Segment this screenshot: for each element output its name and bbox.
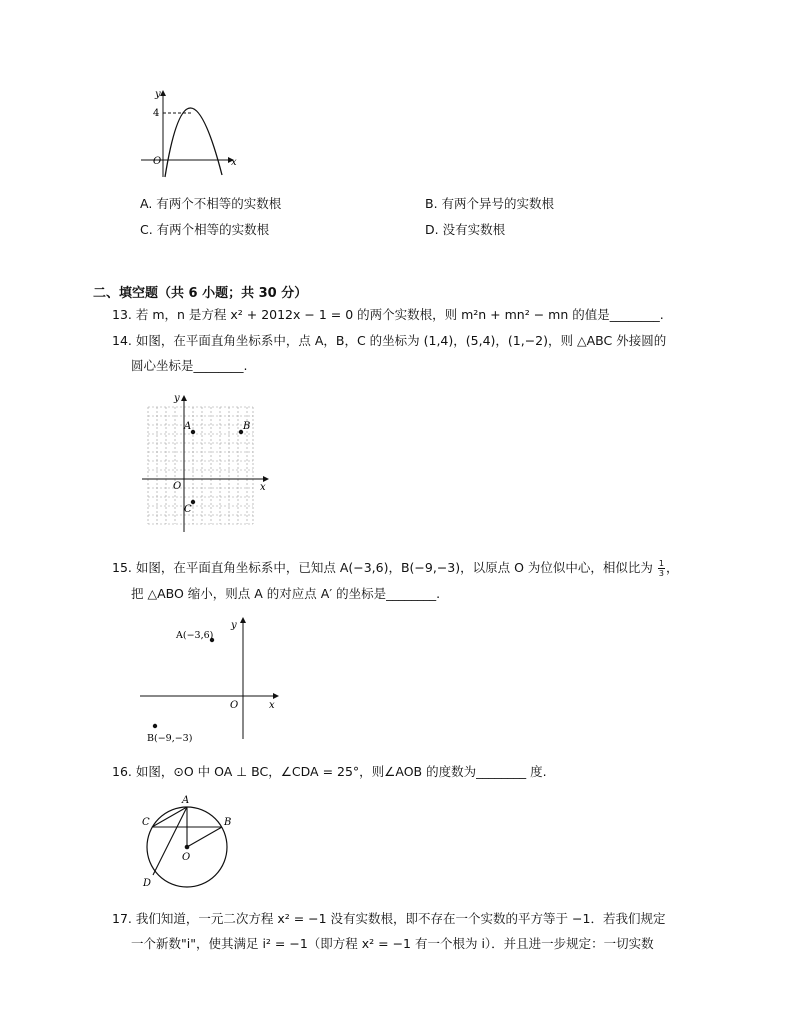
- x-axis-label: x: [231, 157, 237, 168]
- point-a-label: A: [182, 795, 190, 806]
- parabola-graph: [135, 85, 245, 180]
- segment-ob: [187, 827, 222, 847]
- max-value-label: 4: [153, 108, 160, 119]
- option-a: A. 有两个不相等的实数根: [140, 196, 282, 211]
- ratio-numerator: 1: [658, 559, 665, 568]
- question-16: 16. 如图，⊙O 中 OA ⊥ BC，∠CDA = 25°，则∠AOB 的度数为________ 度.: [112, 764, 547, 779]
- parabola-curve: [165, 108, 222, 177]
- y-axis-label: y: [174, 393, 180, 404]
- question-14-line2: 圆心坐标是________.: [131, 358, 248, 373]
- y-axis-label: y: [231, 620, 237, 631]
- option-d: D. 没有实数根: [425, 222, 506, 237]
- question-15-line2: 把 △ABO 缩小，则点 A 的对应点 A′ 的坐标是________.: [131, 586, 441, 601]
- coordinate-figure: [140, 614, 285, 749]
- point-a-label: A(−3,6): [176, 630, 214, 641]
- y-axis-label: y: [155, 89, 161, 100]
- point-b-label: B: [224, 817, 232, 828]
- point-b-label: B: [243, 421, 251, 432]
- option-c: C. 有两个相等的实数根: [140, 222, 270, 237]
- origin-label: O: [230, 700, 239, 711]
- point-b: [153, 724, 157, 728]
- question-17-line2: 一个新数"i"，使其满足 i² = −1（即方程 x² = −1 有一个根为 i）．并且进一步规定：一切实数: [131, 936, 654, 951]
- question-13: 13. 若 m，n 是方程 x² + 2012x − 1 = 0 的两个实数根，则 m²n + mn² − mn 的值是________.: [112, 307, 664, 322]
- question-14-line1: 14. 如图，在平面直角坐标系中，点 A，B，C 的坐标为 (1,4)，(5,4)，(1,−2)，则 △ABC 外接圆的: [112, 333, 667, 348]
- question-15-text: 15. 如图，在平面直角坐标系中，已知点 A(−3,6)，B(−9,−3)，以原点 O 为位似中心，相似比为: [112, 560, 653, 575]
- point-a-label: A: [184, 421, 192, 432]
- option-b: B. 有两个异号的实数根: [425, 196, 555, 211]
- section-title: 二、填空题（共 6 小题；共 30 分）: [93, 286, 308, 301]
- x-axis-label: x: [269, 700, 275, 711]
- point-c-label: C: [142, 817, 150, 828]
- grid-lines: [148, 407, 253, 524]
- point-c-label: C: [184, 504, 192, 515]
- point-b-label: B(−9,−3): [147, 733, 193, 744]
- center-o-label: O: [182, 852, 191, 863]
- center-o: [185, 845, 190, 850]
- grid-figure: [138, 392, 273, 532]
- ratio-denominator: 3: [658, 569, 665, 578]
- point-a: [191, 430, 195, 434]
- question-15-line1: [112, 558, 679, 578]
- ratio-tail: ，: [666, 560, 679, 575]
- question-17-line1: 17. 我们知道，一元二次方程 x² = −1 没有实数根，即不存在一个实数的平方等于 −1．若我们规定: [112, 911, 666, 926]
- x-axis-label: x: [260, 482, 266, 493]
- point-d-label: D: [143, 878, 152, 889]
- ratio-fraction: [658, 559, 665, 578]
- origin-label: O: [153, 156, 162, 167]
- origin-label: O: [173, 481, 182, 492]
- circle-figure: [140, 790, 240, 890]
